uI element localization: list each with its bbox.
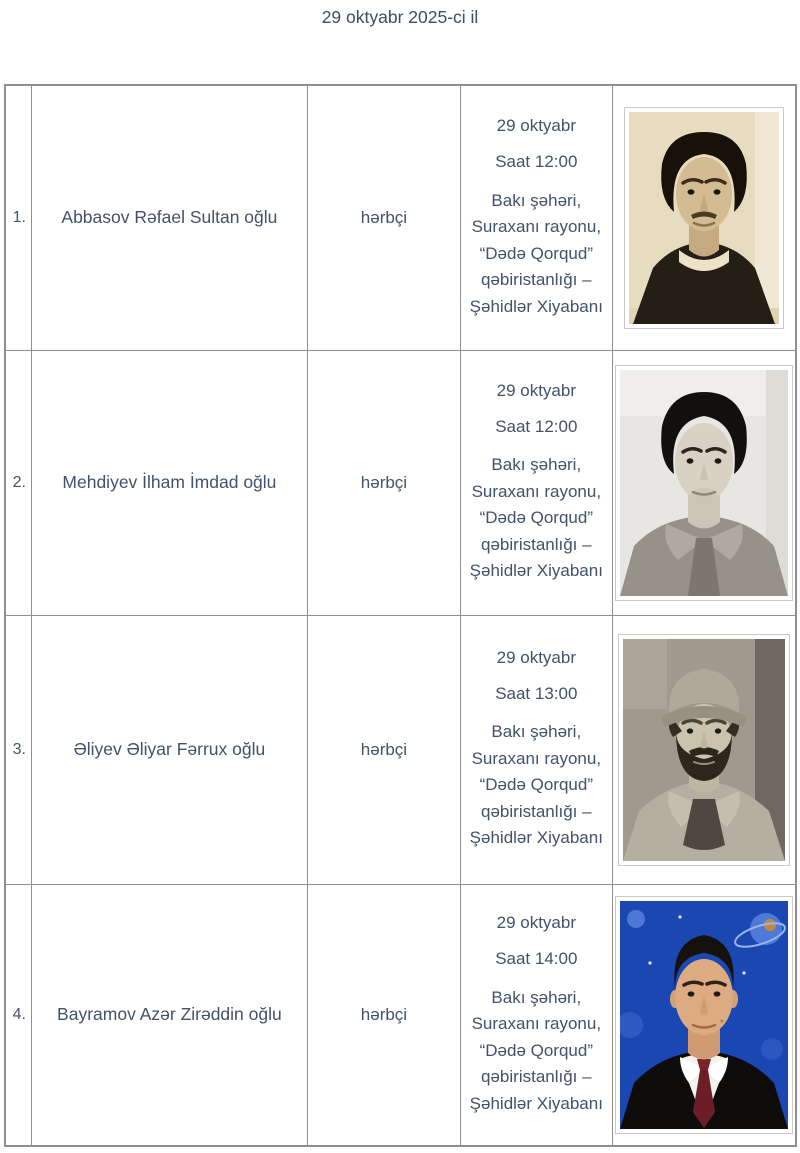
ceremony-time: Saat 13:00 — [495, 684, 578, 704]
ceremony-details — [460, 615, 612, 884]
ceremony-time: Saat 12:00 — [495, 152, 578, 172]
ceremony-details — [460, 85, 612, 350]
ceremony-date: 29 oktyabr — [496, 648, 576, 668]
ceremony-time: Saat 12:00 — [495, 417, 578, 437]
ceremony-date: 29 oktyabr — [496, 116, 576, 136]
occupation: hərbçi — [308, 615, 460, 884]
portrait-photo-4-graphic — [620, 901, 788, 1129]
portrait-photo — [624, 107, 784, 329]
martyr-name: Bayramov Azər Zirəddin oğlu — [31, 884, 308, 1146]
photo-cell — [613, 350, 797, 615]
occupation: hərbçi — [308, 350, 460, 615]
row-number: 1. — [5, 85, 31, 350]
ceremony-location: Bakı şəhəri, Suraxanı rayonu, “Dədə Qorqud” qəbiristanlığı – Şəhidlər Xiyabanı — [469, 190, 603, 316]
table-row — [5, 615, 796, 884]
martyr-name: Abbasov Rəfael Sultan oğlu — [31, 85, 308, 350]
table-row — [5, 85, 796, 350]
table-row — [5, 884, 796, 1146]
ceremony-location: Bakı şəhəri, Suraxanı rayonu, “Dədə Qorqud” qəbiristanlığı – Şəhidlər Xiyabanı — [469, 455, 603, 581]
ceremony-date: 29 oktyabr — [496, 913, 576, 933]
portrait-photo — [615, 365, 793, 601]
row-number: 4. — [5, 884, 31, 1146]
photo-cell — [613, 884, 797, 1146]
ceremony-time: Saat 14:00 — [495, 949, 578, 969]
ceremony-location: Bakı şəhəri, Suraxanı rayonu, “Dədə Qorqud” qəbiristanlığı – Şəhidlər Xiyabanı — [469, 722, 603, 848]
martyr-name: Əliyev Əliyar Fərrux oğlu — [31, 615, 308, 884]
photo-cell — [613, 615, 797, 884]
row-number: 2. — [5, 350, 31, 615]
ceremony-date: 29 oktyabr — [496, 381, 576, 401]
portrait-photo-2-graphic — [620, 370, 788, 596]
ceremony-location: Bakı şəhəri, Suraxanı rayonu, “Dədə Qorqud” qəbiristanlığı – Şəhidlər Xiyabanı — [469, 987, 603, 1113]
martyr-name: Mehdiyev İlham İmdad oğlu — [31, 350, 308, 615]
ceremony-details — [460, 884, 612, 1146]
occupation: hərbçi — [308, 884, 460, 1146]
occupation: hərbçi — [308, 85, 460, 350]
portrait-photo — [615, 896, 793, 1134]
photo-cell — [613, 85, 797, 350]
portrait-photo-1-graphic — [629, 112, 779, 324]
portrait-photo — [618, 634, 790, 866]
portrait-photo-3-graphic — [623, 639, 785, 861]
ceremony-details — [460, 350, 612, 615]
table-row — [5, 350, 796, 615]
page-title: 29 oktyabr 2025-ci il — [321, 7, 479, 27]
martyrs-table — [4, 84, 797, 1147]
row-number: 3. — [5, 615, 31, 884]
